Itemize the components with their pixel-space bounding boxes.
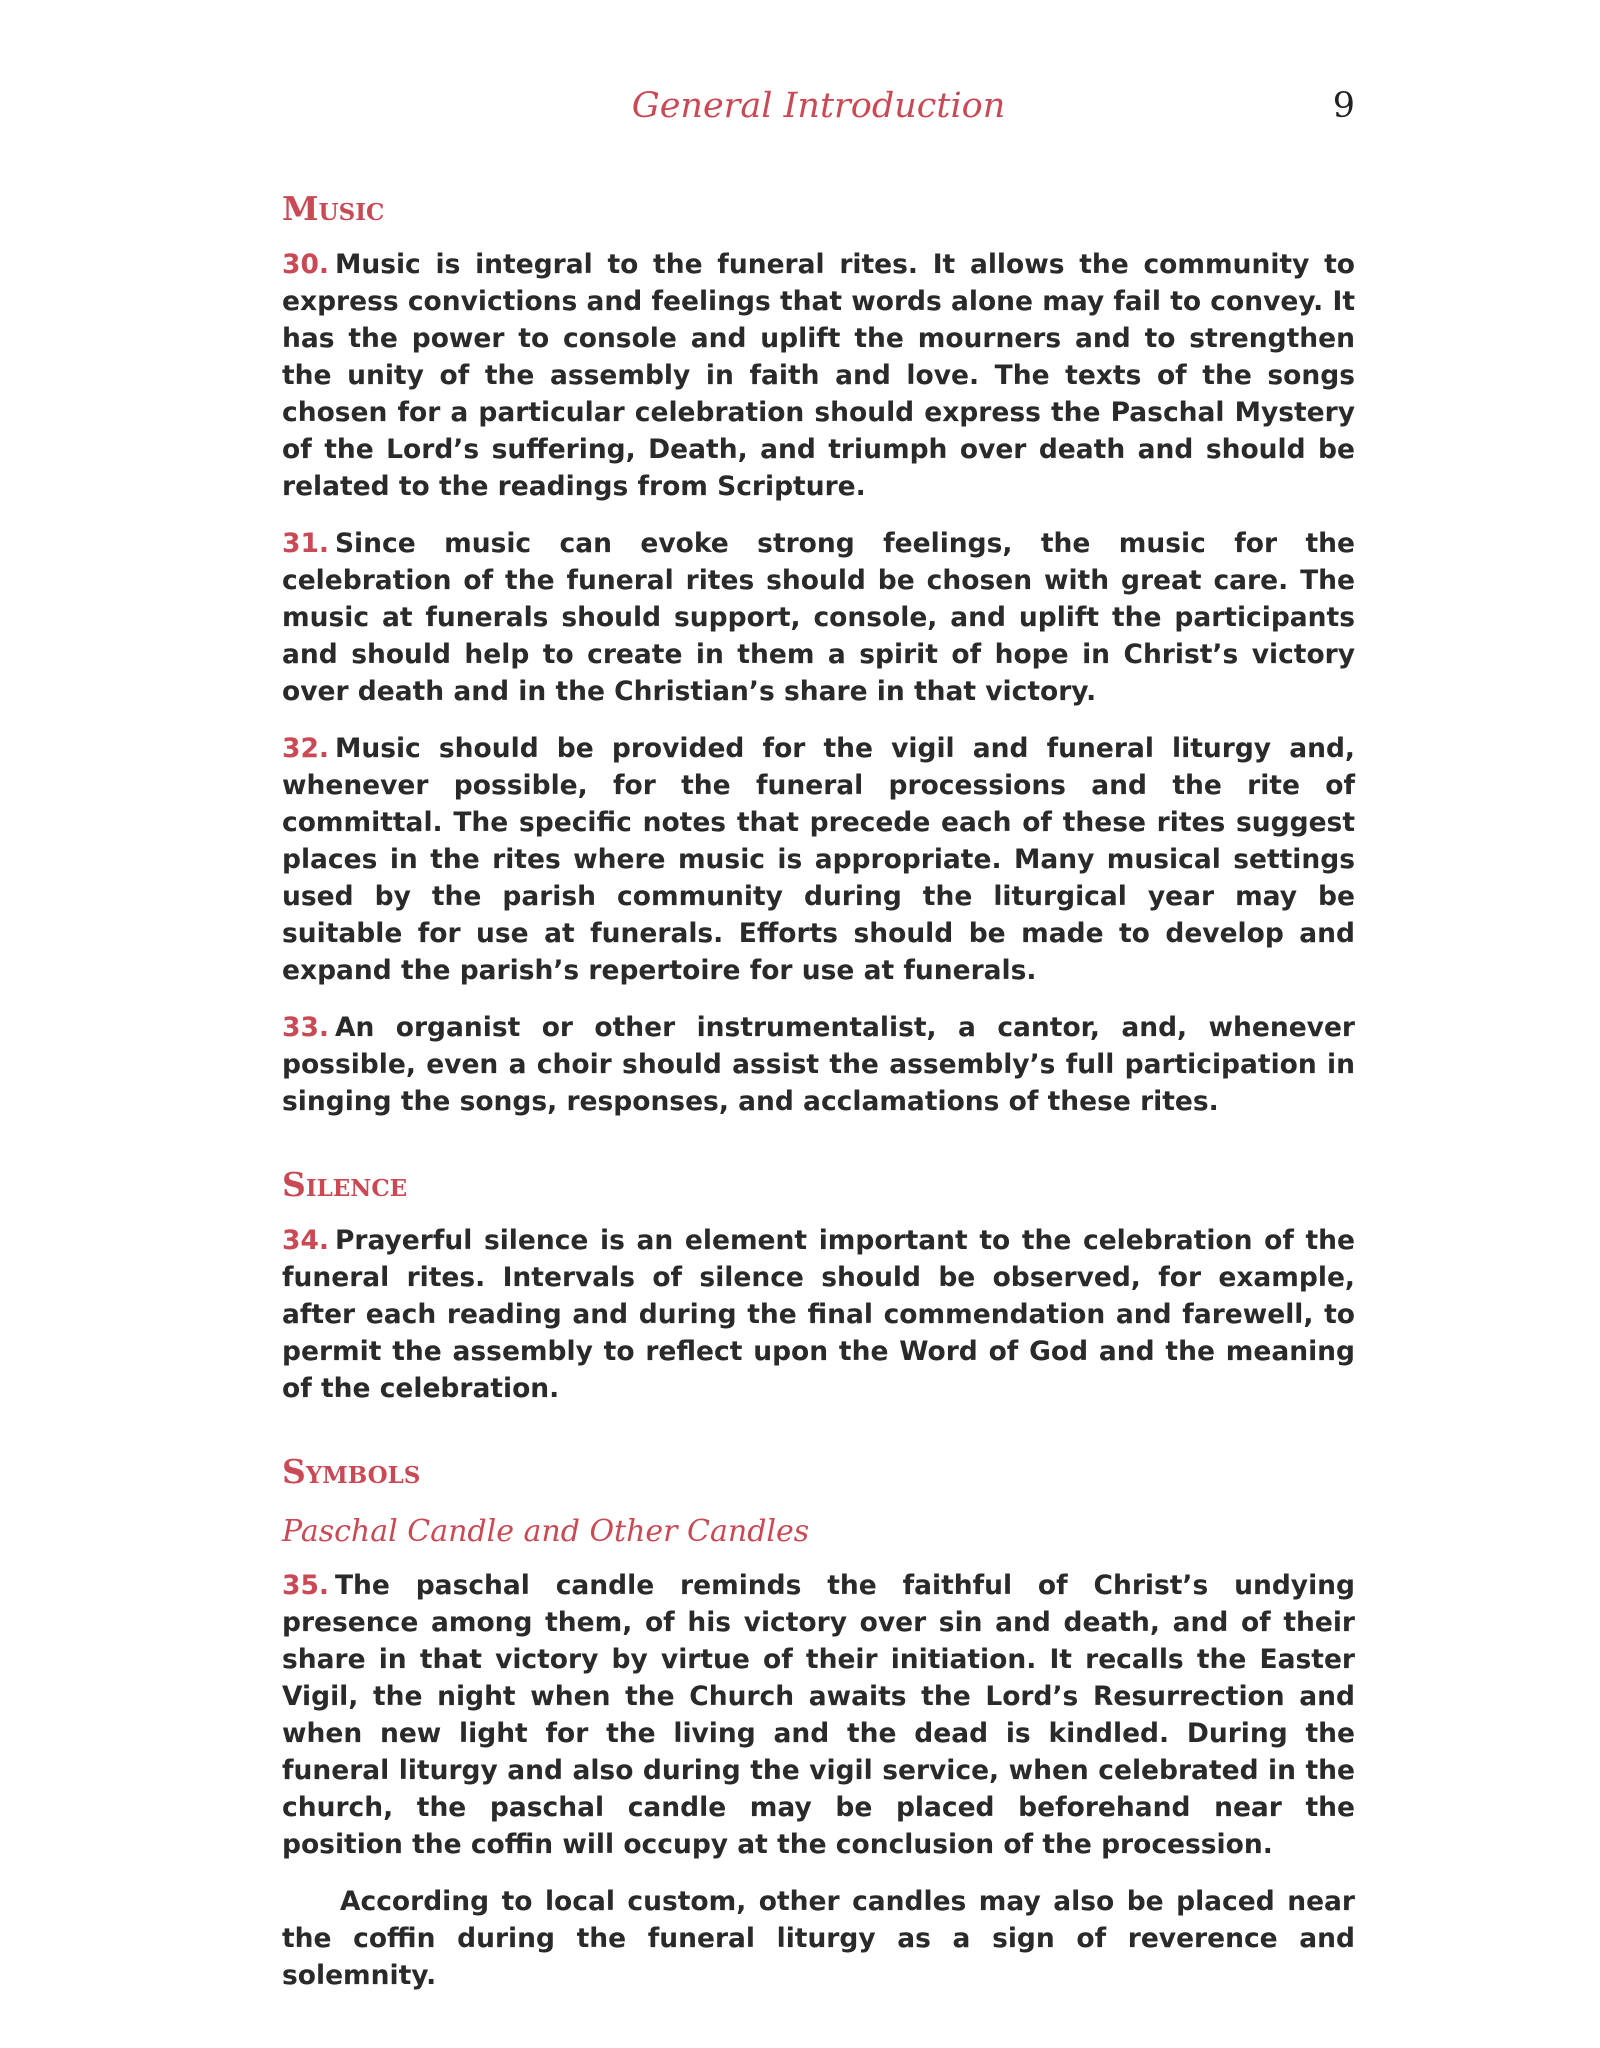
paragraph-number: 31. [282, 528, 329, 559]
paragraph-text: Since music can evoke strong feelings, the music for the celebration of the funeral rites should be chosen with great care. The music at funerals should support, console, and uplift the participants and should help to create in them a spirit of hope in Christ’s victory over death and in the Christian’s share in that victory. [282, 528, 1355, 707]
section-heading-symbols: Symbols [282, 1452, 421, 1491]
paragraph-text: Music is integral to the funeral rites. It allows the community to express convictions and feelings that words alone may fail to convey. It has the power to console and uplift the mourners and to strengthen the unity of the assembly in faith and love. The texts of the songs chosen for a particular celebration should express the Paschal Mystery of the Lord’s suffering, Death, and triumph over death and should be related to the readings from Scripture. [282, 249, 1355, 502]
paragraph-text: According to local custom, other candles may also be placed near the coffin during the funeral liturgy as a sign of reverence and solemnity. [282, 1886, 1355, 1991]
paragraph-number: 34. [282, 1225, 329, 1256]
paragraph-32 [282, 730, 1355, 989]
page-number: 9 [1332, 86, 1355, 126]
paragraph-number: 33. [282, 1012, 329, 1043]
paragraph-text: Music should be provided for the vigil and funeral liturgy and, whenever possible, for the funeral processions and the rite of committal. The specific notes that precede each of these rites suggest places in the rites where music is appropriate. Many musical settings used by the parish community during the liturgical year may be suitable for use at funerals. Efforts should be made to develop and expand the parish’s repertoire for use at funerals. [282, 733, 1355, 986]
paragraph-text: The paschal candle reminds the faithful of Christ’s undying presence among them, of his victory over sin and death, and of their share in that victory by virtue of their initiation. It recalls the Easter Vigil, the night when the Church awaits the Lord’s Resurrection and when new light for the living and the dead is kindled. During the funeral liturgy and also during the vigil service, when celebrated in the church, the paschal candle may be placed beforehand near the position the coffin will occupy at the conclusion of the procession. [282, 1570, 1355, 1860]
running-header [282, 78, 1355, 134]
paragraph-30 [282, 246, 1355, 505]
section-heading-music: Music [282, 189, 385, 228]
paragraph-35-continued [282, 1883, 1355, 1994]
paragraph-number: 32. [282, 733, 329, 764]
section-heading-silence: Silence [282, 1165, 408, 1204]
page-content [282, 186, 1355, 2014]
paragraph-35 [282, 1567, 1355, 1863]
paragraph-text: Prayerful silence is an element important to the celebration of the funeral rites. Intervals of silence should be observed, for example, after each reading and during the final commendation and farewell, to permit the assembly to reflect upon the Word of God and the meaning of the celebration. [282, 1225, 1355, 1404]
running-title: General Introduction [631, 86, 1006, 126]
paragraph-number: 30. [282, 249, 329, 280]
paragraph-number: 35. [282, 1570, 329, 1601]
paragraph-text: An organist or other instrumentalist, a cantor, and, whenever possible, even a choir should assist the assembly’s full participation in singing the songs, responses, and acclamations of these rites. [282, 1012, 1355, 1117]
paragraph-31 [282, 525, 1355, 710]
paragraph-34 [282, 1222, 1355, 1407]
subheading-paschal-candle: Paschal Candle and Other Candles [282, 1514, 810, 1549]
paragraph-33 [282, 1009, 1355, 1120]
